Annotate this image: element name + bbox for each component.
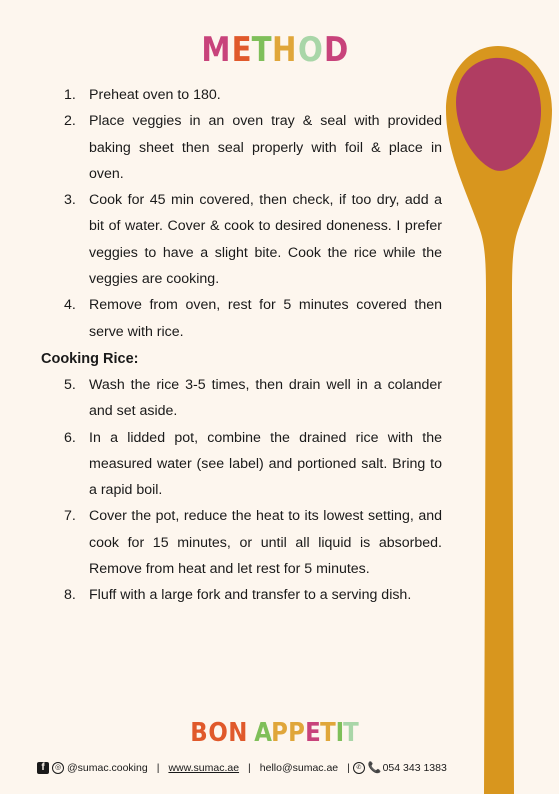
closing-letter: A xyxy=(253,718,272,748)
closing-letter: E xyxy=(304,718,321,748)
step-number: 1. xyxy=(64,87,76,103)
method-step xyxy=(58,108,442,187)
closing-letter: T xyxy=(342,718,359,748)
social-handle[interactable]: @sumac.cooking xyxy=(67,762,148,774)
step-number: 2. xyxy=(64,113,76,130)
closing-letter: T xyxy=(320,718,336,748)
cooking-rice-heading: Cooking Rice: xyxy=(41,351,139,367)
closing-letter: N xyxy=(227,718,248,748)
footer-separator: | xyxy=(248,762,251,774)
step-text: Cover the pot, reduce the heat to its lowest setting, and cook for 15 minutes, or until all liquid is absorbed. Remove from heat and let rest for 5 minutes. xyxy=(89,508,442,578)
title-letter: D xyxy=(323,30,348,70)
step-text: Wash the rice 3-5 times, then drain well in a colander and set aside. xyxy=(89,377,442,420)
title-letter: M xyxy=(201,30,231,70)
title-letter: T xyxy=(251,30,272,70)
method-step xyxy=(58,292,442,345)
closing-letter: P xyxy=(288,718,306,748)
step-number: 7. xyxy=(64,508,76,525)
method-steps-list xyxy=(58,82,442,345)
step-text: Fluff with a large fork and transfer to a serving dish. xyxy=(89,587,412,604)
website-link[interactable]: www.sumac.ae xyxy=(168,762,240,774)
method-step xyxy=(58,425,442,504)
title-letter: H xyxy=(272,30,297,70)
closing-letter: O xyxy=(208,718,228,748)
step-number: 6. xyxy=(64,429,76,446)
facebook-icon[interactable]: f xyxy=(37,762,49,774)
footer-separator: | xyxy=(347,762,350,774)
title-letter: O xyxy=(297,30,323,70)
phone-number[interactable]: 054 343 1383 xyxy=(382,762,447,774)
instagram-icon[interactable]: ◎ xyxy=(52,762,64,774)
method-step xyxy=(58,187,442,292)
footer-separator: | xyxy=(156,762,160,774)
phone-icon: 📞 xyxy=(367,762,382,774)
method-step xyxy=(58,372,442,425)
closing-letter: B xyxy=(190,718,209,748)
closing-letter: P xyxy=(271,718,289,748)
step-number: 3. xyxy=(64,192,76,209)
bon-appetit-closing xyxy=(0,718,549,748)
step-text: Cook for 45 min covered, then check, if too dry, add a bit of water. Cover & cook to desired doneness. I prefer veggies to have a slight bite. Cook the rice while the veggies are cooking. xyxy=(89,192,442,288)
method-step xyxy=(58,582,442,608)
step-text: In a lidded pot, combine the drained rice with the measured water (see label) and portioned salt. Bring to a rapid boil. xyxy=(89,429,442,499)
closing-letter: I xyxy=(335,718,344,748)
wooden-spoon-illustration xyxy=(440,40,556,794)
step-number: 4. xyxy=(64,297,76,314)
rice-steps-list xyxy=(58,372,442,609)
step-number: 8. xyxy=(64,587,76,604)
method-step xyxy=(58,82,442,108)
step-text: Remove from oven, rest for 5 minutes covered then serve with rice. xyxy=(89,297,442,340)
title-letter: E xyxy=(231,30,252,70)
step-text: Place veggies in an oven tray & seal with provided baking sheet then seal properly with foil & place in oven. xyxy=(89,113,442,182)
step-text: Preheat oven to 180. xyxy=(89,87,221,103)
whatsapp-icon[interactable]: ✆ xyxy=(353,762,365,774)
method-step xyxy=(58,503,442,582)
email-link[interactable]: hello@sumac.ae xyxy=(259,762,339,774)
step-number: 5. xyxy=(64,377,76,393)
footer-contact xyxy=(37,760,467,776)
